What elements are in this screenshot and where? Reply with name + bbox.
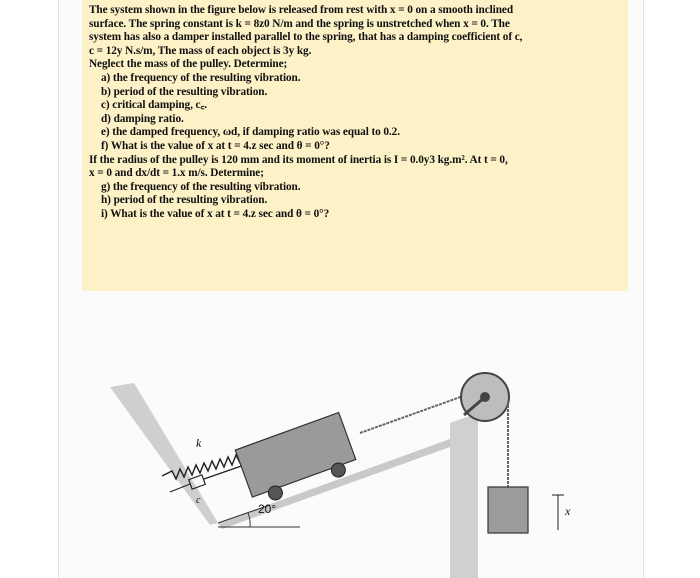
intro-line: c = 12y N.s/m, The mass of each object is 3y kg. — [89, 44, 312, 57]
question-a: a) the frequency of the resulting vibration. — [101, 71, 301, 84]
incline-wall — [110, 383, 218, 525]
intro-line: Neglect the mass of the pulley. Determine; — [89, 58, 288, 71]
mechanical-system-figure — [100, 355, 620, 578]
questions-g-i — [89, 181, 620, 222]
question-c: c) critical damping, c꜀. — [101, 99, 207, 112]
question-d: d) damping ratio. — [101, 112, 184, 125]
displacement-label: x — [565, 504, 571, 518]
question-b: b) period of the resulting vibration. — [101, 85, 268, 98]
intro-line: system has also a damper installed parallel to the spring, that has a damping coefficient of c, — [89, 31, 523, 44]
problem-statement — [82, 0, 628, 291]
question-h: h) period of the resulting vibration. — [101, 194, 268, 207]
pulley-line: x = 0 and dx/dt = 1.x m/s. Determine; — [89, 167, 264, 180]
pulley-line: If the radius of the pulley is 120 mm and its moment of inertia is I = 0.0y3 kg.m². At t = 0, — [89, 153, 508, 166]
spring-label: k — [196, 436, 202, 450]
question-i: i) What is the value of x at t = 4.z sec and θ = 0°? — [101, 207, 330, 220]
intro-line: The system shown in the figure below is released from rest with x = 0 on a smooth inclined — [89, 4, 514, 16]
support-post — [450, 413, 478, 578]
incline-block — [235, 412, 359, 507]
angle-label: 20° — [258, 502, 277, 516]
intro-text — [89, 4, 620, 72]
question-e: e) the damped frequency, ωd, if damping ratio was equal to 0.2. — [101, 126, 400, 139]
questions-a-f — [89, 72, 620, 154]
pulley-text — [89, 154, 620, 181]
hanging-block — [488, 487, 528, 533]
damper-label: c — [196, 495, 201, 506]
question-g: g) the frequency of the resulting vibration. — [101, 180, 301, 193]
question-f: f) What is the value of x at t = 4.z sec and θ = 0°? — [101, 139, 330, 152]
intro-line: surface. The spring constant is k = 8z0 N/m and the spring is unstretched when x = 0. The — [89, 17, 510, 30]
